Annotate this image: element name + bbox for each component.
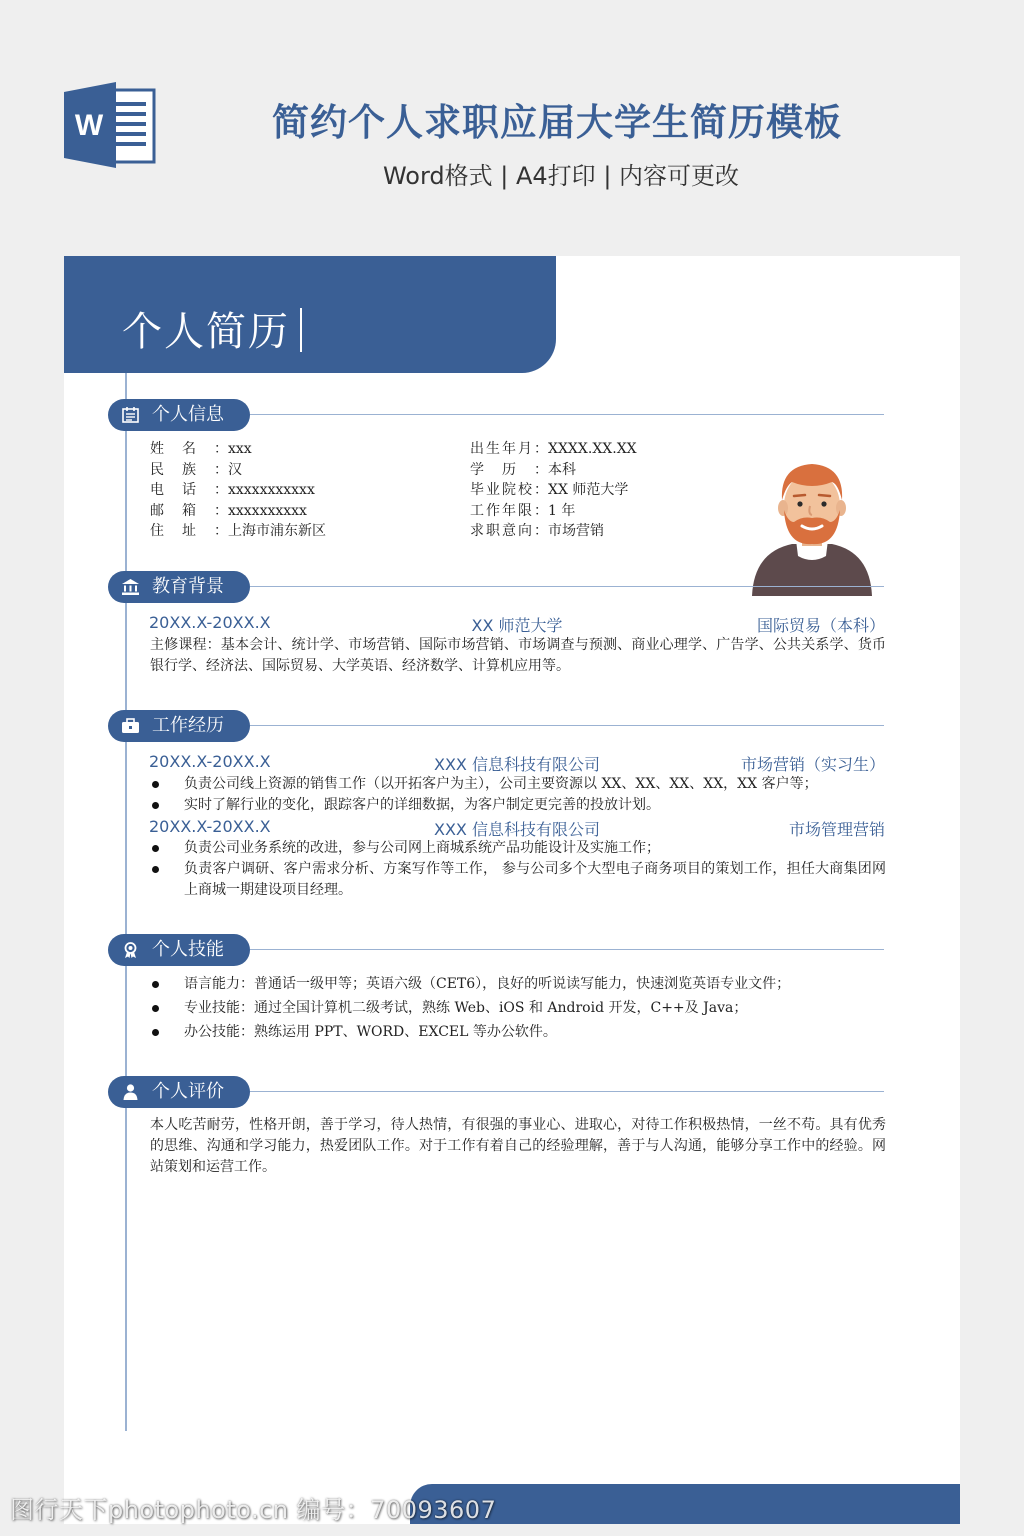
info-right-column <box>470 439 637 542</box>
work-1-duties <box>150 774 886 816</box>
resume-banner <box>64 256 556 373</box>
section-divider <box>250 725 884 726</box>
section-title: 个人技能 <box>152 939 224 960</box>
work-2-duties <box>150 838 886 901</box>
list-item: 负责公司业务系统的改进，参与公司网上商城系统产品功能设计及实施工作； <box>150 838 886 859</box>
info-degree: 学历：本科 <box>470 461 576 478</box>
work-role: 市场管理营销 <box>788 820 885 839</box>
section-divider <box>250 1091 884 1092</box>
skills-list <box>150 972 886 1044</box>
section-divider <box>250 949 884 950</box>
medal-icon <box>122 942 139 958</box>
info-left-column <box>150 439 326 542</box>
info-address: 住址：上海市浦东新区 <box>150 523 326 539</box>
section-title: 个人评价 <box>152 1081 224 1102</box>
section-personal-info <box>108 399 884 431</box>
list-item: 实时了解行业的变化，跟踪客户的详细数据，为客户制定更完善的投放计划。 <box>150 795 886 816</box>
section-evaluation <box>108 1076 884 1108</box>
work-role: 市场营销（实习生） <box>740 755 885 774</box>
page-title: 简约个人求职应届大学生简历模板 <box>272 101 842 144</box>
info-ethnicity: 民族：汉 <box>150 461 242 478</box>
work-date: 20XX.X-20XX.X <box>149 817 271 836</box>
section-title: 工作经历 <box>152 715 224 736</box>
info-years: 工作年限：1 年 <box>470 502 576 519</box>
info-intent: 求职意向：市场营销 <box>470 523 604 539</box>
resume-paper <box>64 256 960 1524</box>
timeline-line <box>125 373 127 1431</box>
info-birthdate: 出生年月：XXXX.XX.XX <box>470 441 637 457</box>
education-courses: 主修课程：基本会计、统计学、市场营销、国际市场营销、市场调查与预测、商业心理学、广告学、公共关系学、货币银行学、经济法、国际贸易、大学英语、经济数学、计算机应用等。 <box>150 637 886 674</box>
work-date: 20XX.X-20XX.X <box>149 752 271 771</box>
self-evaluation: 本人吃苦耐劳，性格开朗，善于学习，待人热情，有很强的事业心、进取心，对待工作积极热情，一丝不苟。具有优秀的思维、沟通和学习能力，热爱团队工作。对于工作有着自己的经验理解，善于与人沟通，能够分享工作中的经验。网站策划和运营工作。 <box>150 1117 886 1175</box>
list-item: 负责公司线上资源的销售工作（以开拓客户为主），公司主要资源以 XX、XX、XX、XX，XX 客户等； <box>150 774 886 795</box>
section-divider <box>250 586 884 587</box>
word-logo-letter: W <box>74 109 104 142</box>
info-email: 邮箱：xxxxxxxxxx <box>150 502 307 519</box>
building-icon <box>122 579 139 595</box>
education-major: 国际贸易（本科） <box>756 616 885 635</box>
info-name: 姓名：xxx <box>150 441 252 457</box>
education-school: XX 师范大学 <box>471 616 563 635</box>
list-item: 语言能力：普通话一级甲等；英语六级（CET6），良好的听说读写能力，快速浏览英语专业文件； <box>150 972 886 996</box>
id-card-icon <box>122 407 139 423</box>
info-school: 毕业院校：XX 师范大学 <box>470 482 629 498</box>
education-date: 20XX.X-20XX.X <box>149 613 271 632</box>
briefcase-icon <box>122 718 139 734</box>
resume-banner-title: 个人简历 <box>122 309 290 355</box>
section-divider <box>250 414 884 415</box>
section-skills <box>108 934 884 966</box>
person-icon <box>122 1084 139 1100</box>
page-subtitle: Word格式 | A4打印 | 内容可更改 <box>382 162 740 190</box>
section-title: 教育背景 <box>152 576 224 597</box>
list-item: 专业技能：通过全国计算机二级考试，熟练 Web、iOS 和 Android 开发，C++及 Java； <box>150 996 886 1020</box>
section-work <box>108 710 884 742</box>
work-company: XXX 信息科技有限公司 <box>434 820 600 839</box>
banner-divider <box>300 308 302 352</box>
work-entry-2 <box>149 817 885 839</box>
education-entry <box>149 613 885 635</box>
info-phone: 电话：xxxxxxxxxxx <box>150 482 315 498</box>
section-education <box>108 571 884 603</box>
watermark: 图行天下photophoto.cn 编号：70093607 <box>10 1496 497 1524</box>
work-company: XXX 信息科技有限公司 <box>434 755 600 774</box>
list-item: 办公技能：熟练运用 PPT、WORD、EXCEL 等办公软件。 <box>150 1020 886 1044</box>
list-item: 负责客户调研、客户需求分析、方案写作等工作， 参与公司多个大型电子商务项目的策划工作，担任大商集团网上商城一期建设项目经理。 <box>150 859 886 901</box>
section-title: 个人信息 <box>152 404 224 425</box>
work-entry-1 <box>149 752 885 774</box>
